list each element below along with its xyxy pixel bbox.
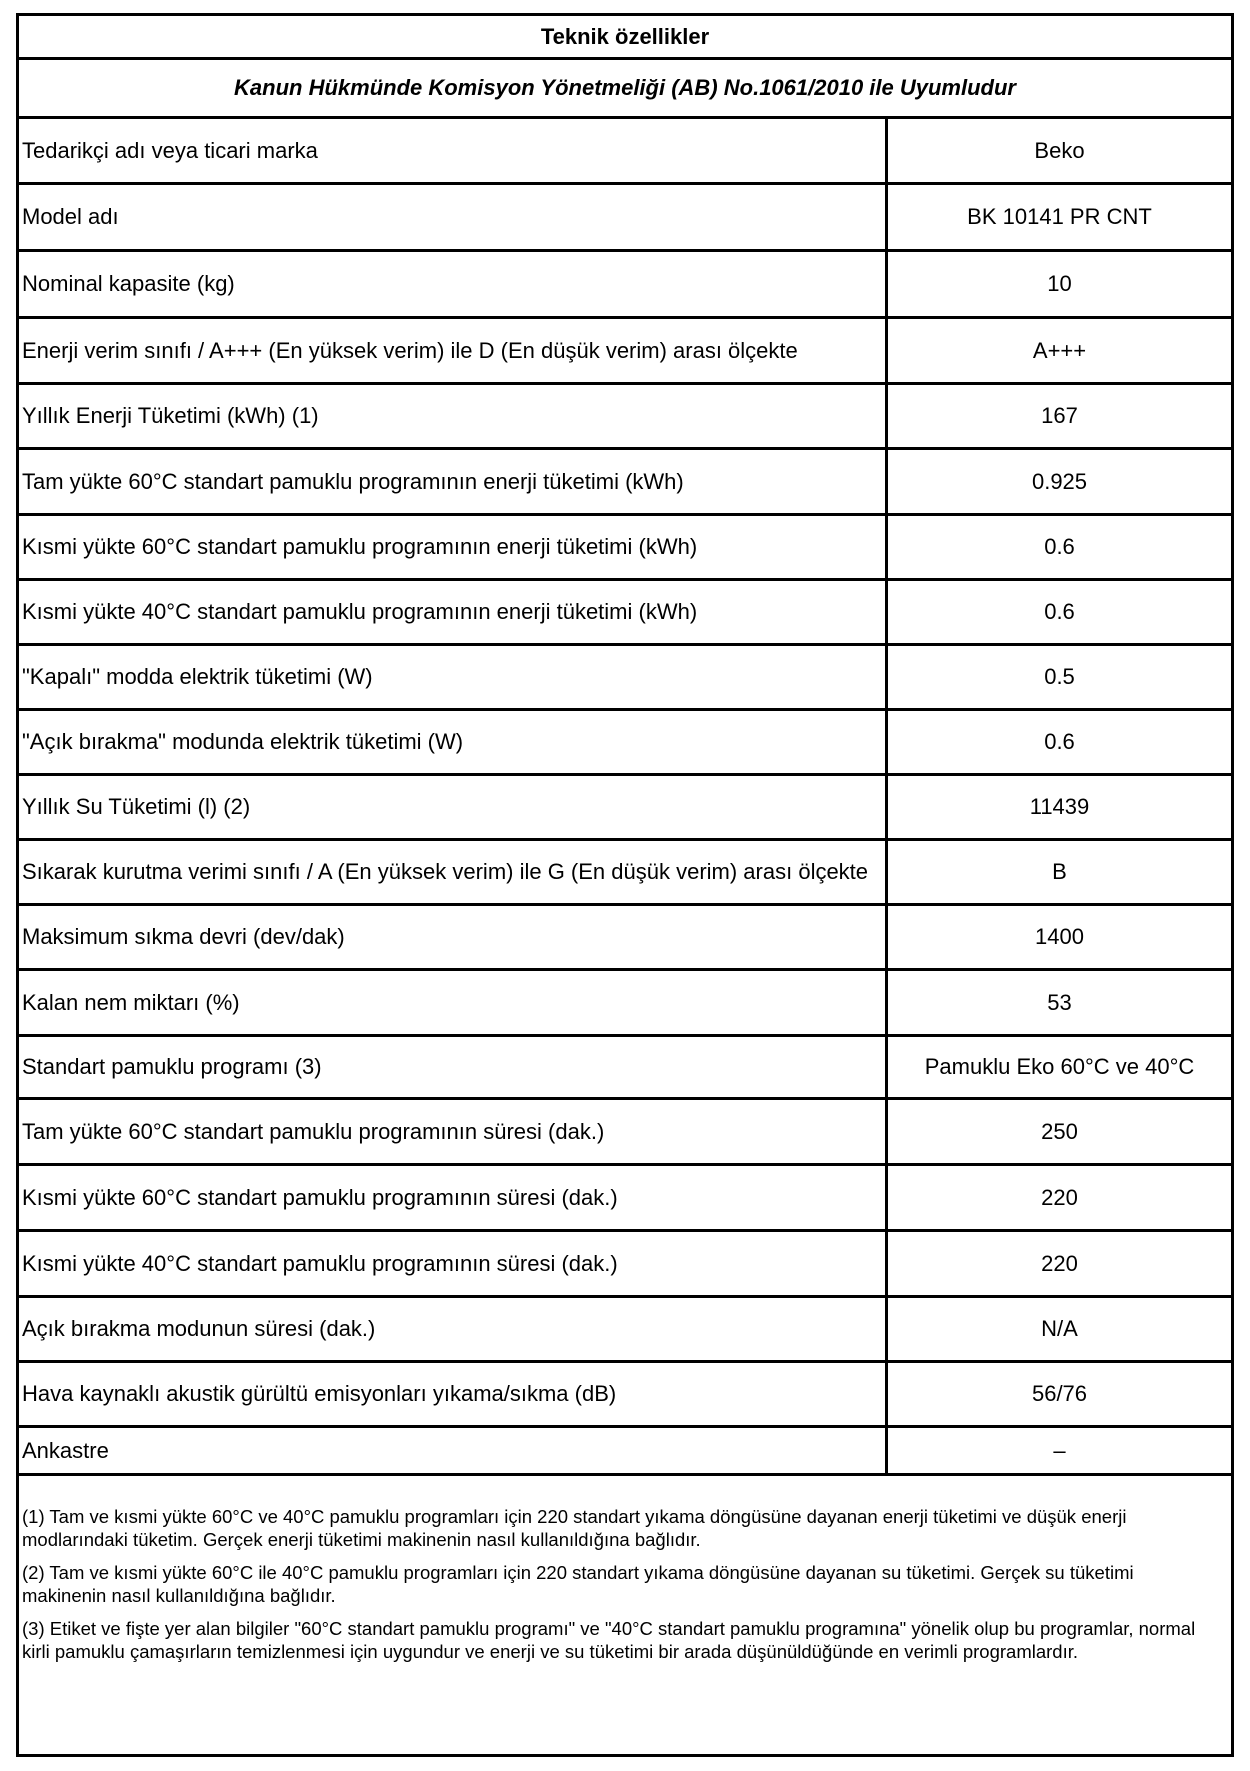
row-label: Kısmi yükte 60°C standart pamuklu programının enerji tüketimi (kWh)	[19, 516, 888, 578]
table-row	[19, 450, 1231, 516]
row-value: 250	[1041, 1118, 1078, 1144]
row-label: Sıkarak kurutma verimi sınıfı / A (En yüksek verim) ile G (En düşük verim) arası ölçekte	[19, 841, 888, 903]
table-row	[19, 185, 1231, 252]
table-row	[19, 1100, 1231, 1166]
footnote-2: (2) Tam ve kısmi yükte 60°C ile 40°C pamuklu programları için 220 standart yıkama döngüsüne dayanan su tüketimi. Gerçek su tüketimi makinenin nasıl kullanıldığına bağlıdır.	[22, 1562, 1134, 1606]
row-value: 10	[1047, 271, 1072, 296]
table-row	[19, 516, 1231, 581]
footnote-1: (1) Tam ve kısmi yükte 60°C ve 40°C pamuklu programları için 220 standart yıkama döngüsüne dayanan enerji tüketimi ve düşük enerji modlarındaki tüketim. Gerçek enerji tüketimi makinenin nasıl kullanıldığına bağlıdır.	[22, 1506, 1127, 1550]
row-label: Kısmi yükte 40°C standart pamuklu programının süresi (dak.)	[19, 1232, 888, 1295]
row-value: BK 10141 PR CNT	[967, 204, 1152, 229]
row-label: Kısmi yükte 60°C standart pamuklu programının süresi (dak.)	[19, 1166, 888, 1229]
table-row	[19, 906, 1231, 971]
table-row	[19, 119, 1231, 185]
table-row	[19, 646, 1231, 711]
sheet-subtitle: Kanun Hükmünde Komisyon Yönetmeliği (AB) No.1061/2010 ile Uyumludur	[19, 60, 1231, 119]
row-label: Tam yükte 60°C standart pamuklu programının süresi (dak.)	[19, 1100, 888, 1163]
row-label: Maksimum sıkma devri (dev/dak)	[19, 906, 888, 968]
row-value: 0.6	[1044, 599, 1075, 624]
table-row	[19, 841, 1231, 906]
row-label: Model adı	[19, 185, 888, 249]
row-value: Pamuklu Eko 60°C ve 40°C	[924, 1054, 1195, 1079]
spec-sheet	[16, 13, 1234, 1757]
row-value: 0.6	[1044, 729, 1075, 754]
table-row	[19, 1428, 1231, 1476]
row-label: Yıllık Enerji Tüketimi (kWh) (1)	[19, 385, 888, 447]
table-row	[19, 1166, 1231, 1232]
row-label: Nominal kapasite (kg)	[19, 252, 888, 316]
row-label: "Açık bırakma" modunda elektrik tüketimi (W)	[19, 711, 888, 773]
sheet-title: Teknik özellikler	[19, 16, 1231, 60]
table-row	[19, 581, 1231, 646]
row-label: Ankastre	[19, 1428, 888, 1473]
row-value: 56/76	[1031, 1381, 1088, 1406]
row-value: B	[1052, 859, 1067, 884]
spec-table	[19, 119, 1231, 1476]
table-row	[19, 252, 1231, 319]
row-label: Hava kaynaklı akustik gürültü emisyonları yıkama/sıkma (dB)	[19, 1363, 888, 1425]
row-value: 220	[1041, 1250, 1078, 1276]
row-value: 0.925	[1031, 468, 1088, 494]
row-value: 220	[1041, 1184, 1078, 1210]
table-row	[19, 1298, 1231, 1363]
row-value: 0.5	[1044, 664, 1075, 689]
footnote-3: (3) Etiket ve fişte yer alan bilgiler "60°C standart pamuklu programı" ve "40°C standart pamuklu programına" yönelik olup bu programlar, normal kirli pamuklu çamaşırların temizlenmesi için uygundur ve enerji ve su tüketimi bir arada düşünüldüğünde en verimli programlardır.	[22, 1618, 1196, 1662]
table-row	[19, 385, 1231, 450]
table-row	[19, 1232, 1231, 1298]
footnotes	[19, 1491, 1231, 1673]
table-row	[19, 776, 1231, 841]
row-value: 167	[1041, 403, 1078, 428]
row-label: Tedarikçi adı veya ticari marka	[19, 119, 888, 182]
row-value: 1400	[1035, 924, 1084, 949]
row-label: Kalan nem miktarı (%)	[19, 971, 888, 1034]
row-value: N/A	[1041, 1316, 1078, 1341]
table-row	[19, 1363, 1231, 1428]
row-value: Beko	[1034, 137, 1085, 163]
row-value: 0.6	[1044, 534, 1075, 559]
row-value: –	[1053, 1437, 1066, 1463]
table-row	[19, 971, 1231, 1037]
row-value: 11439	[1029, 794, 1090, 819]
table-row	[19, 1037, 1231, 1100]
row-label: "Kapalı" modda elektrik tüketimi (W)	[19, 646, 888, 708]
table-row	[19, 711, 1231, 776]
row-label: Yıllık Su Tüketimi (l) (2)	[19, 776, 888, 838]
row-label: Tam yükte 60°C standart pamuklu programının enerji tüketimi (kWh)	[19, 450, 888, 513]
row-value: A+++	[1032, 337, 1087, 363]
row-label: Kısmi yükte 40°C standart pamuklu programının enerji tüketimi (kWh)	[19, 581, 888, 643]
row-label: Standart pamuklu programı (3)	[19, 1037, 888, 1097]
row-label: Açık bırakma modunun süresi (dak.)	[19, 1298, 888, 1360]
table-row	[19, 319, 1231, 385]
row-label: Enerji verim sınıfı / A+++ (En yüksek verim) ile D (En düşük verim) arası ölçekte	[19, 319, 888, 382]
row-value: 53	[1047, 989, 1072, 1015]
